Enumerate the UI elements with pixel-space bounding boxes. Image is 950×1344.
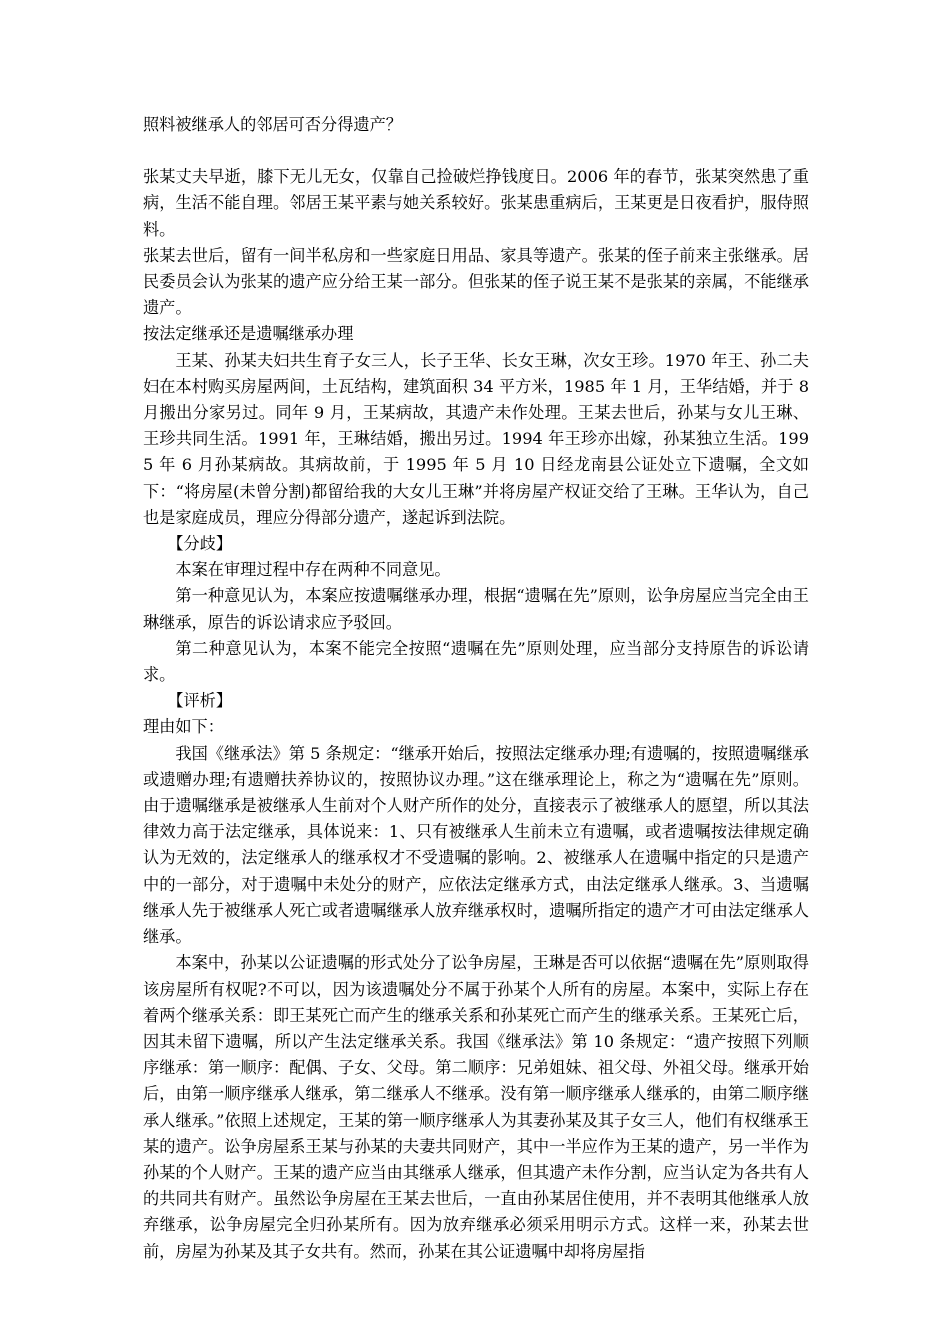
divergence-intro: 本案在审理过程中存在两种不同意见。 <box>175 560 451 580</box>
analysis-heading: 【评析】 <box>167 691 233 711</box>
paragraph-2: 张某去世后，留有一间半私房和一些家庭日用品、家具等遗产。张某的侄子前来主张继承。居民委员会认为张某的遗产应分给王某一部分。但张某的侄子说王某不是张某的亲属，不能继承遗产。 <box>143 245 809 318</box>
reasons-intro: 理由如下： <box>143 717 224 737</box>
paragraph-1: 张某丈夫早逝，膝下无儿无女，仅靠自己捡破烂挣钱度日。2006 年的春节，张某突然患了重病，生活不能自理。邻居王某平素与她关系较好。张某患重病后，王某更是日夜看护，服侍照料。 <box>143 167 809 239</box>
document-title: 照料被继承人的邻居可否分得遗产？ <box>143 115 402 134</box>
first-opinion: 第一种意见认为，本案应按遗嘱继承办理，根据“遗嘱在先”原则，讼争房屋应当完全由王琳继承，原告的诉讼请求应予驳回。 <box>143 586 809 632</box>
case-analysis-paragraph: 本案中，孙某以公证遗嘱的形式处分了讼争房屋，王琳是否可以依据“遗嘱在先”原则取得该房屋所有权呢?不可以，因为该遗嘱处分不属于孙某个人所有的房屋。本案中，实际上存在着两个继承关系：即王某死亡而产生的继承关系和孙某死亡而产生的继承关系。王某死亡后，因其未留下遗嘱，所以产生法定继承关系。我国《继承法》第 10 条规定：“遗产按照下列顺序继承：第一顺序：配偶、子女、父母。第二顺序：兄弟姐妹、祖父母、外祖父母。继承开始后，由第一顺序继承人继承，第二继承人不继承。没有第一顺序继承人继承的，由第二顺序继承人继承。”依照上述规定，王某的第一顺序继承人为其妻孙某及其子女三人，他们有权继承王某的遗产。讼争房屋系王某与孙某的夫妻共同财产，其中一半应作为王某的遗产，另一半作为孙某的个人财产。王某的遗产应当由其继承人继承，但其遗产未作分割，应当认定为各共有人的共同共有财产。虽然讼争房屋在王某去世后，一直由孙某居住使用，并不表明其他继承人放弃继承，讼争房屋完全归孙某所有。因为放弃继承必须采用明示方式。这样一来，孙某去世前，房屋为孙某及其子女共有。然而，孙某在其公证遗嘱中却将房屋指 <box>143 953 809 1261</box>
second-opinion: 第二种意见认为，本案不能完全按照“遗嘱在先”原则处理，应当部分支持原告的诉讼请求。 <box>143 638 809 685</box>
document-page <box>143 112 809 1265</box>
law-article-paragraph: 我国《继承法》第 5 条规定：“继承开始后，按照法定继承办理;有遗嘱的，按照遗嘱继承或遗赠办理;有遗赠扶养协议的，按照协议办理。”这在继承理论上，称之为“遗嘱在先”原则。由于遗嘱继承是被继承人生前对个人财产所作的处分，直接表示了被继承人的愿望，所以其法律效力高于法定继承，具体说来：1、只有被继承人生前未立有遗嘱，或者遗嘱按法律规定确认为无效的，法定继承人的继承权才不受遗嘱的影响。2、被继承人在遗嘱中指定的只是遗产中的一部分，对于遗嘱中未处分的财产，应依法定继承方式，由法定继承人继承。3、当遗嘱继承人先于被继承人死亡或者遗嘱继承人放弃继承权时，遗嘱所指定的遗产才可由法定继承人继承。 <box>143 743 809 947</box>
divergence-heading: 【分歧】 <box>167 534 233 554</box>
section-heading: 按法定继承还是遗嘱继承办理 <box>143 324 354 344</box>
case-facts-paragraph: 王某、孙某夫妇共生育子女三人，长子王华、长女王琳，次女王珍。1970 年王、孙二夫妇在本村购买房屋两间，土瓦结构，建筑面积 34 平方米，1985 年 1 月，王华结婚，并于 8 月搬出分家另过。同年 9 月，王某病故，其遗产未作处理。王某去世后，孙某与女儿王琳、王珍共同生活。1991 年，王琳结婚，搬出另过。1994 年王珍亦出嫁，孙某独立生活。1995 年 6 月孙某病故。其病故前，于 1995 年 5 月 10 日经龙南县公证处立下遗嘱，全文如下：“将房屋(未曾分割)都留给我的大女儿王琳”并将房屋产权证交给了王琳。王华认为，自己也是家庭成员，理应分得部分遗产，遂起诉到法院。 <box>143 350 809 527</box>
